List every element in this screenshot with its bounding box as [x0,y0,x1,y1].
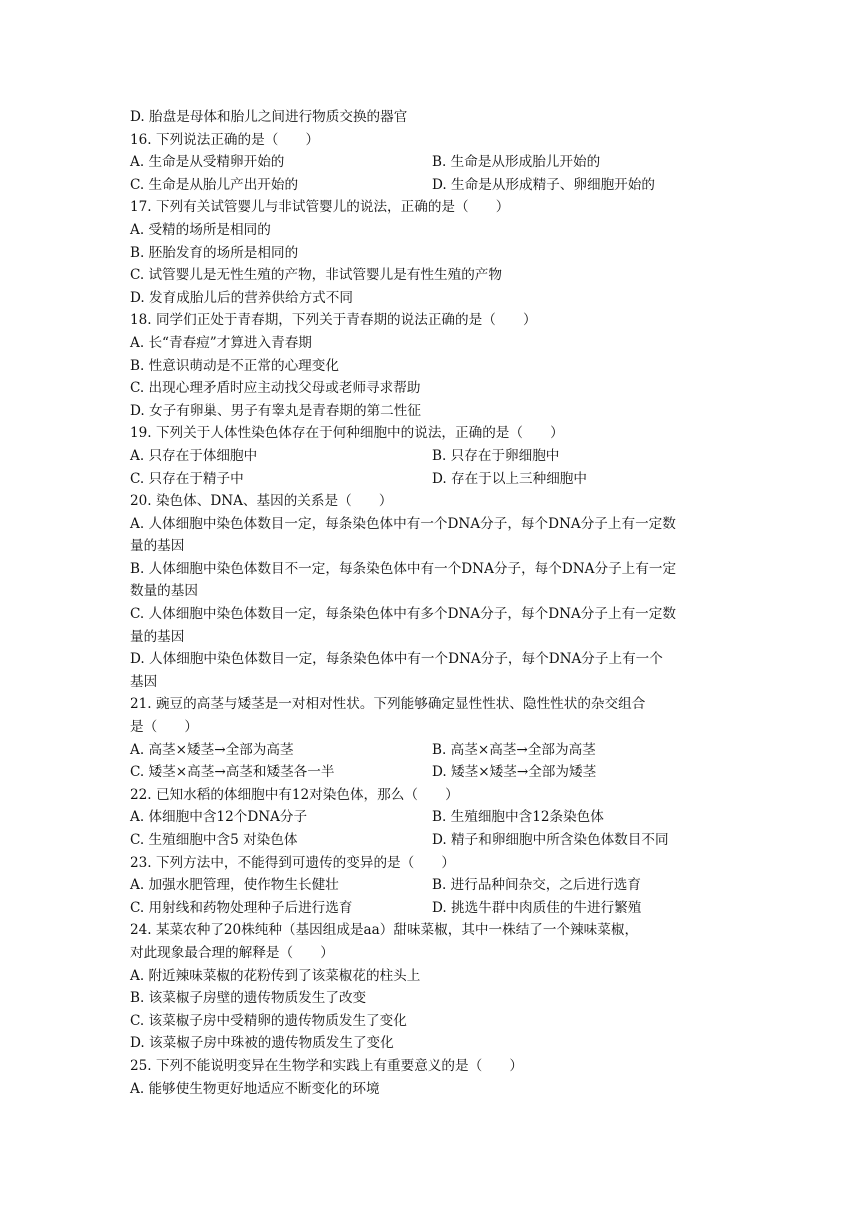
text-line: B. 性意识萌动是不正常的心理变化 [130,357,339,374]
option-row [130,468,738,491]
option-text: B. 高茎×高茎→全部为高茎 [432,741,596,758]
option-row [130,445,738,468]
text-line: 是（ ） [130,719,198,736]
text-line: B. 胚胎发育的场所是相同的 [130,244,299,261]
option-row [130,874,738,897]
option-text: C. 生命是从胎儿产出开始的 [130,176,299,193]
text-line: D. 女子有卵巢、男子有睾丸是青春期的第二性征 [130,402,421,419]
text-line: D. 发育成胎儿后的营养供给方式不同 [130,289,353,306]
option-row [130,761,738,784]
option-text: B. 进行品种间杂交，之后进行选育 [432,877,641,894]
option-text: D. 存在于以上三种细胞中 [432,470,587,487]
option-text: C. 生殖细胞中含5 对染色体 [130,832,298,848]
text-line: 16. 下列说法正确的是（ ） [130,131,320,148]
option-text: D. 精子和卵细胞中所含染色体数目不同 [432,832,669,848]
text-line: 25. 下列不能说明变异在生物学和实践上有重要意义的是（ ） [130,1057,523,1074]
text-line: 数量的基因 [130,583,198,600]
option-row [130,151,738,174]
text-line: C. 出现心理矛盾时应主动找父母或老师寻求帮助 [130,380,421,397]
text-line: C. 人体细胞中染色体数目一定，每条染色体中有多个DNA分子，每个DNA分子上有一定数 [130,606,676,623]
option-row [130,806,738,829]
text-line: 21. 豌豆的高茎与矮茎是一对相对性状。下列能够确定显性性状、隐性性状的杂交组合 [130,696,646,713]
text-line: D. 人体细胞中染色体数目一定，每条染色体中有一个DNA分子，每个DNA分子上有一个 [130,651,663,668]
text-line: B. 该菜椒子房壁的遗传物质发生了改变 [130,990,367,1007]
option-text: C. 矮茎×高茎→高茎和矮茎各一半 [130,764,335,781]
text-line: 基因 [130,673,158,690]
option-text: A. 只存在于体细胞中 [130,447,258,464]
option-text: B. 只存在于卵细胞中 [432,447,560,464]
text-line: A. 附近辣味菜椒的花粉传到了该菜椒花的柱头上 [130,967,421,984]
option-text: C. 只存在于精子中 [130,470,244,487]
text-line: 23. 下列方法中，不能得到可遗传的变异的是（ ） [130,854,456,871]
text-line: 17. 下列有关试管婴儿与非试管婴儿的说法，正确的是（ ） [130,199,510,216]
text-line: C. 该菜椒子房中受精卵的遗传物质发生了变化 [130,1012,407,1029]
option-row [130,174,738,197]
text-line: 量的基因 [130,538,185,555]
option-text: A. 体细胞中含12个DNA分子 [130,809,308,826]
option-text: B. 生命是从形成胎儿开始的 [432,154,601,171]
option-text: C. 用射线和药物处理种子后进行选育 [130,899,353,916]
text-line: 18. 同学们正处于青春期，下列关于青春期的说法正确的是（ ） [130,312,537,329]
text-line: D. 该菜椒子房中珠被的遗传物质发生了变化 [130,1035,394,1052]
option-row [130,829,738,852]
text-line: 19. 下列关于人体性染色体存在于何种细胞中的说法，正确的是（ ） [130,425,564,442]
text-line: A. 人体细胞中染色体数目一定，每条染色体中有一个DNA分子，每个DNA分子上有一定数 [130,515,676,532]
option-text: D. 矮茎×矮茎→全部为矮茎 [432,764,597,781]
text-line: 量的基因 [130,628,185,645]
option-text: A. 生命是从受精卵开始的 [130,154,285,171]
exam-page [130,106,738,1100]
option-text: A. 高茎×矮茎→全部为高茎 [130,741,294,758]
text-line: B. 人体细胞中染色体数目不一定，每条染色体中有一个DNA分子，每个DNA分子上有一定 [130,560,677,577]
text-line: C. 试管婴儿是无性生殖的产物，非试管婴儿是有性生殖的产物 [130,267,502,284]
option-row [130,739,738,762]
text-line: A. 长“青春痘”才算进入青春期 [130,334,312,351]
text-line: 24. 某菜农种了20株纯种（基因组成是aa）甜味菜椒，其中一株结了一个辣味菜椒， [130,922,639,939]
text-line: A. 能够使生物更好地适应不断变化的环境 [130,1080,380,1097]
text-line: A. 受精的场所是相同的 [130,221,271,238]
text-line: 对此现象最合理的解释是（ ） [130,944,334,961]
option-text: D. 生命是从形成精子、卵细胞开始的 [432,176,655,193]
text-line: 20. 染色体、DNA、基因的关系是（ ） [130,493,393,510]
option-text: D. 挑选牛群中肉质佳的牛进行繁殖 [432,899,642,916]
option-text: A. 加强水肥管理，使作物生长健壮 [130,877,339,894]
text-line: D. 胎盘是母体和胎儿之间进行物质交换的器官 [130,109,408,125]
text-line: 22. 已知水稻的体细胞中有12对染色体，那么（ ） [130,786,459,803]
option-text: B. 生殖细胞中含12条染色体 [432,809,604,826]
option-row [130,897,738,920]
